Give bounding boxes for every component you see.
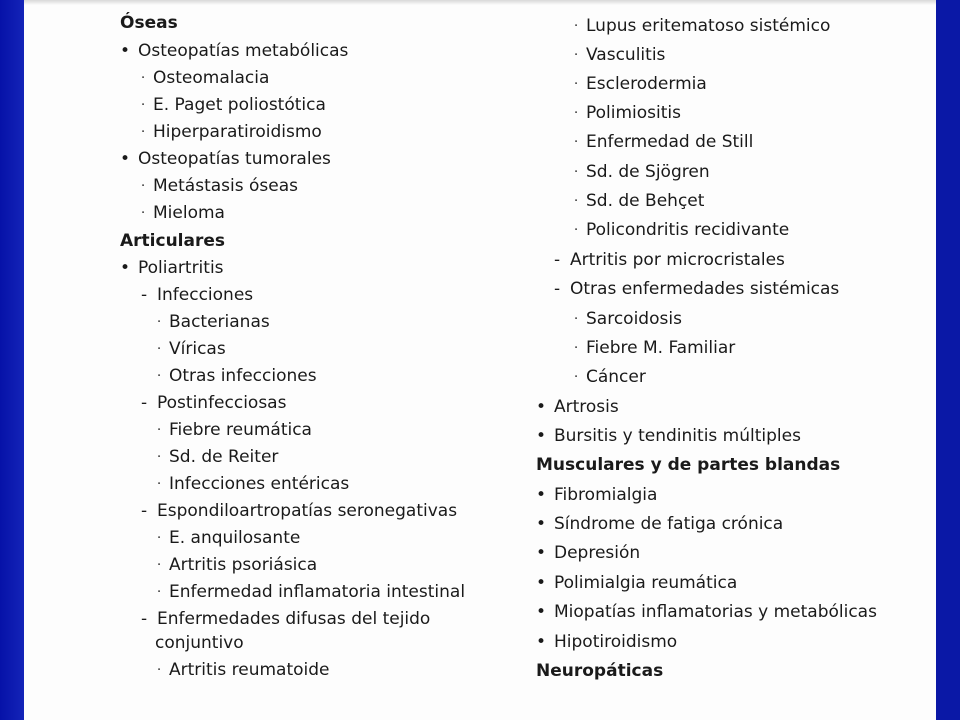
list-item — [120, 148, 331, 170]
item-text: Polimiositis — [586, 103, 682, 123]
item-text: Articulares — [120, 231, 226, 251]
item-text: Víricas — [169, 339, 226, 359]
list-item — [574, 190, 704, 213]
list-item — [536, 396, 619, 418]
list-item — [141, 94, 326, 117]
item-text: Síndrome de fatiga crónica — [554, 514, 784, 534]
list-item — [157, 311, 270, 334]
list-item — [536, 542, 640, 564]
dot-marker: · — [157, 369, 162, 384]
list-item — [574, 366, 646, 389]
dot-marker: · — [157, 477, 162, 492]
dot-marker: · — [574, 135, 579, 150]
dot-marker: · — [574, 370, 579, 385]
list-item — [157, 473, 349, 496]
item-text: Osteopatías metabólicas — [138, 41, 349, 61]
dot-marker: · — [574, 19, 579, 34]
item-text: Vasculitis — [586, 45, 666, 65]
dot-marker: · — [157, 531, 162, 546]
dot-marker: · — [574, 223, 579, 238]
item-text: Infecciones entéricas — [169, 474, 350, 494]
list-item — [536, 513, 783, 535]
dot-marker: · — [157, 342, 162, 357]
dash-marker: - — [141, 285, 148, 305]
list-item — [157, 446, 278, 469]
dot-marker: · — [574, 341, 579, 356]
list-item — [536, 484, 657, 506]
section-heading — [536, 660, 663, 682]
bullet-icon: • — [536, 397, 547, 417]
item-text: Poliartritis — [138, 258, 224, 278]
item-text: Osteomalacia — [153, 68, 270, 88]
item-text: Sd. de Reiter — [169, 447, 279, 467]
list-item — [536, 631, 677, 653]
item-text: Bacterianas — [169, 312, 270, 332]
section-heading — [120, 12, 178, 34]
bullet-icon: • — [120, 258, 131, 278]
item-text: Infecciones — [157, 285, 254, 305]
list-item — [141, 67, 269, 90]
dot-marker: · — [574, 48, 579, 63]
list-item — [157, 365, 317, 388]
item-text: Enfermedad de Still — [586, 132, 754, 152]
list-item — [574, 73, 707, 96]
scan-edge — [24, 0, 936, 5]
list-item — [155, 632, 244, 654]
list-item — [157, 659, 330, 682]
list-item — [574, 15, 830, 38]
item-text: Metástasis óseas — [153, 176, 298, 196]
dot-marker: · — [141, 98, 146, 113]
item-text: Enfermedades difusas del tejido — [157, 609, 431, 629]
item-text: Fiebre M. Familiar — [586, 338, 736, 358]
list-item — [574, 161, 710, 184]
dot-marker: · — [157, 585, 162, 600]
item-text: Polimialgia reumática — [554, 573, 738, 593]
bullet-icon: • — [536, 632, 547, 652]
dot-marker: · — [141, 71, 146, 86]
scanned-page — [24, 0, 936, 720]
item-text: Mieloma — [153, 203, 225, 223]
list-item — [554, 278, 839, 300]
dot-marker: · — [157, 558, 162, 573]
item-text: Artritis psoriásica — [169, 555, 318, 575]
list-item — [574, 337, 735, 360]
dash-marker: - — [141, 501, 148, 521]
item-text: Artritis por microcristales — [570, 250, 785, 270]
dot-marker: · — [574, 106, 579, 121]
item-text: Depresión — [554, 543, 641, 563]
item-text: Neuropáticas — [536, 661, 664, 681]
item-text: Enfermedad inflamatoria intestinal — [169, 582, 466, 602]
item-text: Otras enfermedades sistémicas — [570, 279, 840, 299]
dash-marker: - — [554, 250, 561, 270]
list-item — [574, 44, 665, 67]
list-item — [157, 419, 312, 442]
dot-marker: · — [574, 312, 579, 327]
list-item — [574, 219, 789, 242]
list-item — [157, 554, 317, 577]
bullet-icon: • — [536, 543, 547, 563]
item-text: Sarcoidosis — [586, 309, 682, 329]
item-text: Artritis reumatoide — [169, 660, 330, 680]
list-item — [536, 601, 877, 623]
list-item — [157, 527, 300, 550]
list-item — [141, 202, 225, 225]
section-heading — [120, 230, 225, 252]
dot-marker: · — [574, 194, 579, 209]
item-text: E. anquilosante — [169, 528, 301, 548]
list-item — [141, 608, 430, 630]
dot-marker: · — [141, 179, 146, 194]
dot-marker: · — [157, 663, 162, 678]
item-text: Bursitis y tendinitis múltiples — [554, 426, 801, 446]
item-text: Hiperparatiroidismo — [153, 122, 322, 142]
item-text: Esclerodermia — [586, 74, 707, 94]
bullet-icon: • — [536, 426, 547, 446]
item-text: Osteopatías tumorales — [138, 149, 331, 169]
item-text: Hipotiroidismo — [554, 632, 678, 652]
bullet-icon: • — [536, 602, 547, 622]
list-item — [157, 338, 226, 361]
item-text: Sd. de Sjögren — [586, 162, 710, 182]
dot-marker: · — [574, 165, 579, 180]
list-item — [157, 581, 465, 604]
bullet-icon: • — [536, 573, 547, 593]
item-text: Miopatías inflamatorias y metabólicas — [554, 602, 877, 622]
item-text: Musculares y de partes blandas — [536, 455, 841, 475]
bullet-icon: • — [120, 149, 131, 169]
list-item — [574, 131, 753, 154]
bullet-icon: • — [536, 514, 547, 534]
item-text: Lupus eritematoso sistémico — [586, 16, 831, 36]
dash-marker: - — [554, 279, 561, 299]
item-text: Fiebre reumática — [169, 420, 312, 440]
item-text: E. Paget poliostótica — [153, 95, 326, 115]
dot-marker: · — [157, 423, 162, 438]
item-text: Óseas — [120, 13, 178, 33]
list-item — [574, 102, 681, 125]
dot-marker: · — [141, 125, 146, 140]
dash-marker: - — [141, 393, 148, 413]
list-item — [120, 257, 224, 279]
section-heading — [536, 454, 840, 476]
list-item — [574, 308, 682, 331]
item-text: Sd. de Behçet — [586, 191, 705, 211]
list-item — [141, 284, 253, 306]
list-item — [554, 249, 785, 271]
dash-marker: - — [141, 609, 148, 629]
dot-marker: · — [157, 315, 162, 330]
item-text: Otras infecciones — [169, 366, 317, 386]
item-text: Policondritis recidivante — [586, 220, 790, 240]
item-text: Artrosis — [554, 397, 619, 417]
list-item — [120, 40, 348, 62]
list-item — [141, 500, 457, 522]
dot-marker: · — [141, 206, 146, 221]
item-text: Postinfecciosas — [157, 393, 287, 413]
list-item — [141, 175, 298, 198]
item-text: Espondiloartropatías seronegativas — [157, 501, 458, 521]
list-item — [536, 425, 801, 447]
item-text: conjuntivo — [155, 633, 244, 653]
list-item — [536, 572, 737, 594]
item-text: Fibromialgia — [554, 485, 658, 505]
list-item — [141, 392, 286, 414]
list-item — [141, 121, 322, 144]
dot-marker: · — [574, 77, 579, 92]
bullet-icon: • — [120, 41, 131, 61]
dot-marker: · — [157, 450, 162, 465]
bullet-icon: • — [536, 485, 547, 505]
item-text: Cáncer — [586, 367, 646, 387]
